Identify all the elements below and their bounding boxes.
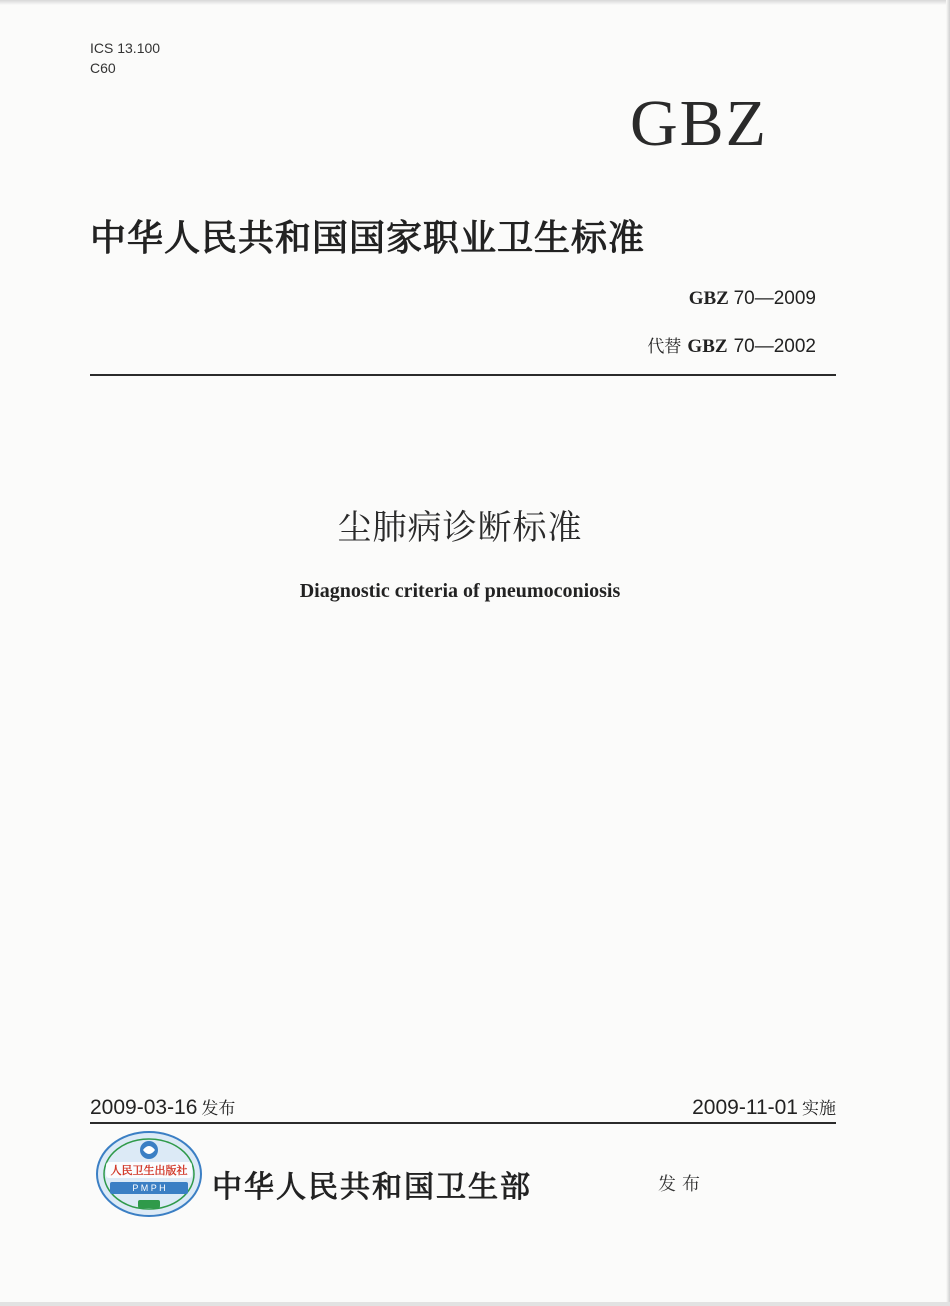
ccs-code: C60 xyxy=(90,60,116,76)
effective-date: 2009-11-01 xyxy=(692,1096,798,1119)
document-title-english: Diagnostic criteria of pneumoconiosis xyxy=(299,580,621,602)
classification-codes xyxy=(90,38,160,78)
replaces-label: 代替 xyxy=(647,337,682,357)
scan-edge xyxy=(0,1302,950,1306)
series-title: 中华人民共和国国家职业卫生标准 xyxy=(90,218,646,259)
effective-date-block xyxy=(692,1094,836,1120)
date-line xyxy=(90,1094,836,1122)
replaces-code: GBZ xyxy=(687,336,728,357)
svg-text:P M P H: P M P H xyxy=(132,1183,166,1193)
document-title-chinese: 尘肺病诊断标准 xyxy=(337,508,583,548)
issue-verb: 发布 xyxy=(658,1174,706,1195)
gbz-mark: GBZ xyxy=(630,87,768,160)
ics-code: ICS 13.100 xyxy=(90,40,161,56)
standard-number-code: GBZ xyxy=(688,288,729,309)
issued-label: 发布 xyxy=(201,1099,236,1119)
scan-edge xyxy=(0,0,950,5)
scan-edge xyxy=(946,0,950,1306)
standard-number-value: 70—2009 xyxy=(733,288,816,309)
effective-label: 实施 xyxy=(802,1099,836,1119)
svg-text:人民卫生出版社: 人民卫生出版社 xyxy=(110,1164,188,1177)
issued-date-block xyxy=(90,1094,235,1120)
issuing-authority: 中华人民共和国卫生部 xyxy=(212,1170,532,1205)
issued-date: 2009-03-16 xyxy=(90,1096,198,1119)
replaces-value: 70—2002 xyxy=(733,336,816,357)
replaces-line xyxy=(647,332,816,358)
standard-number xyxy=(689,288,816,310)
footer-divider xyxy=(90,1122,836,1124)
header-divider xyxy=(90,374,836,376)
publisher-logo-icon xyxy=(94,1130,204,1218)
